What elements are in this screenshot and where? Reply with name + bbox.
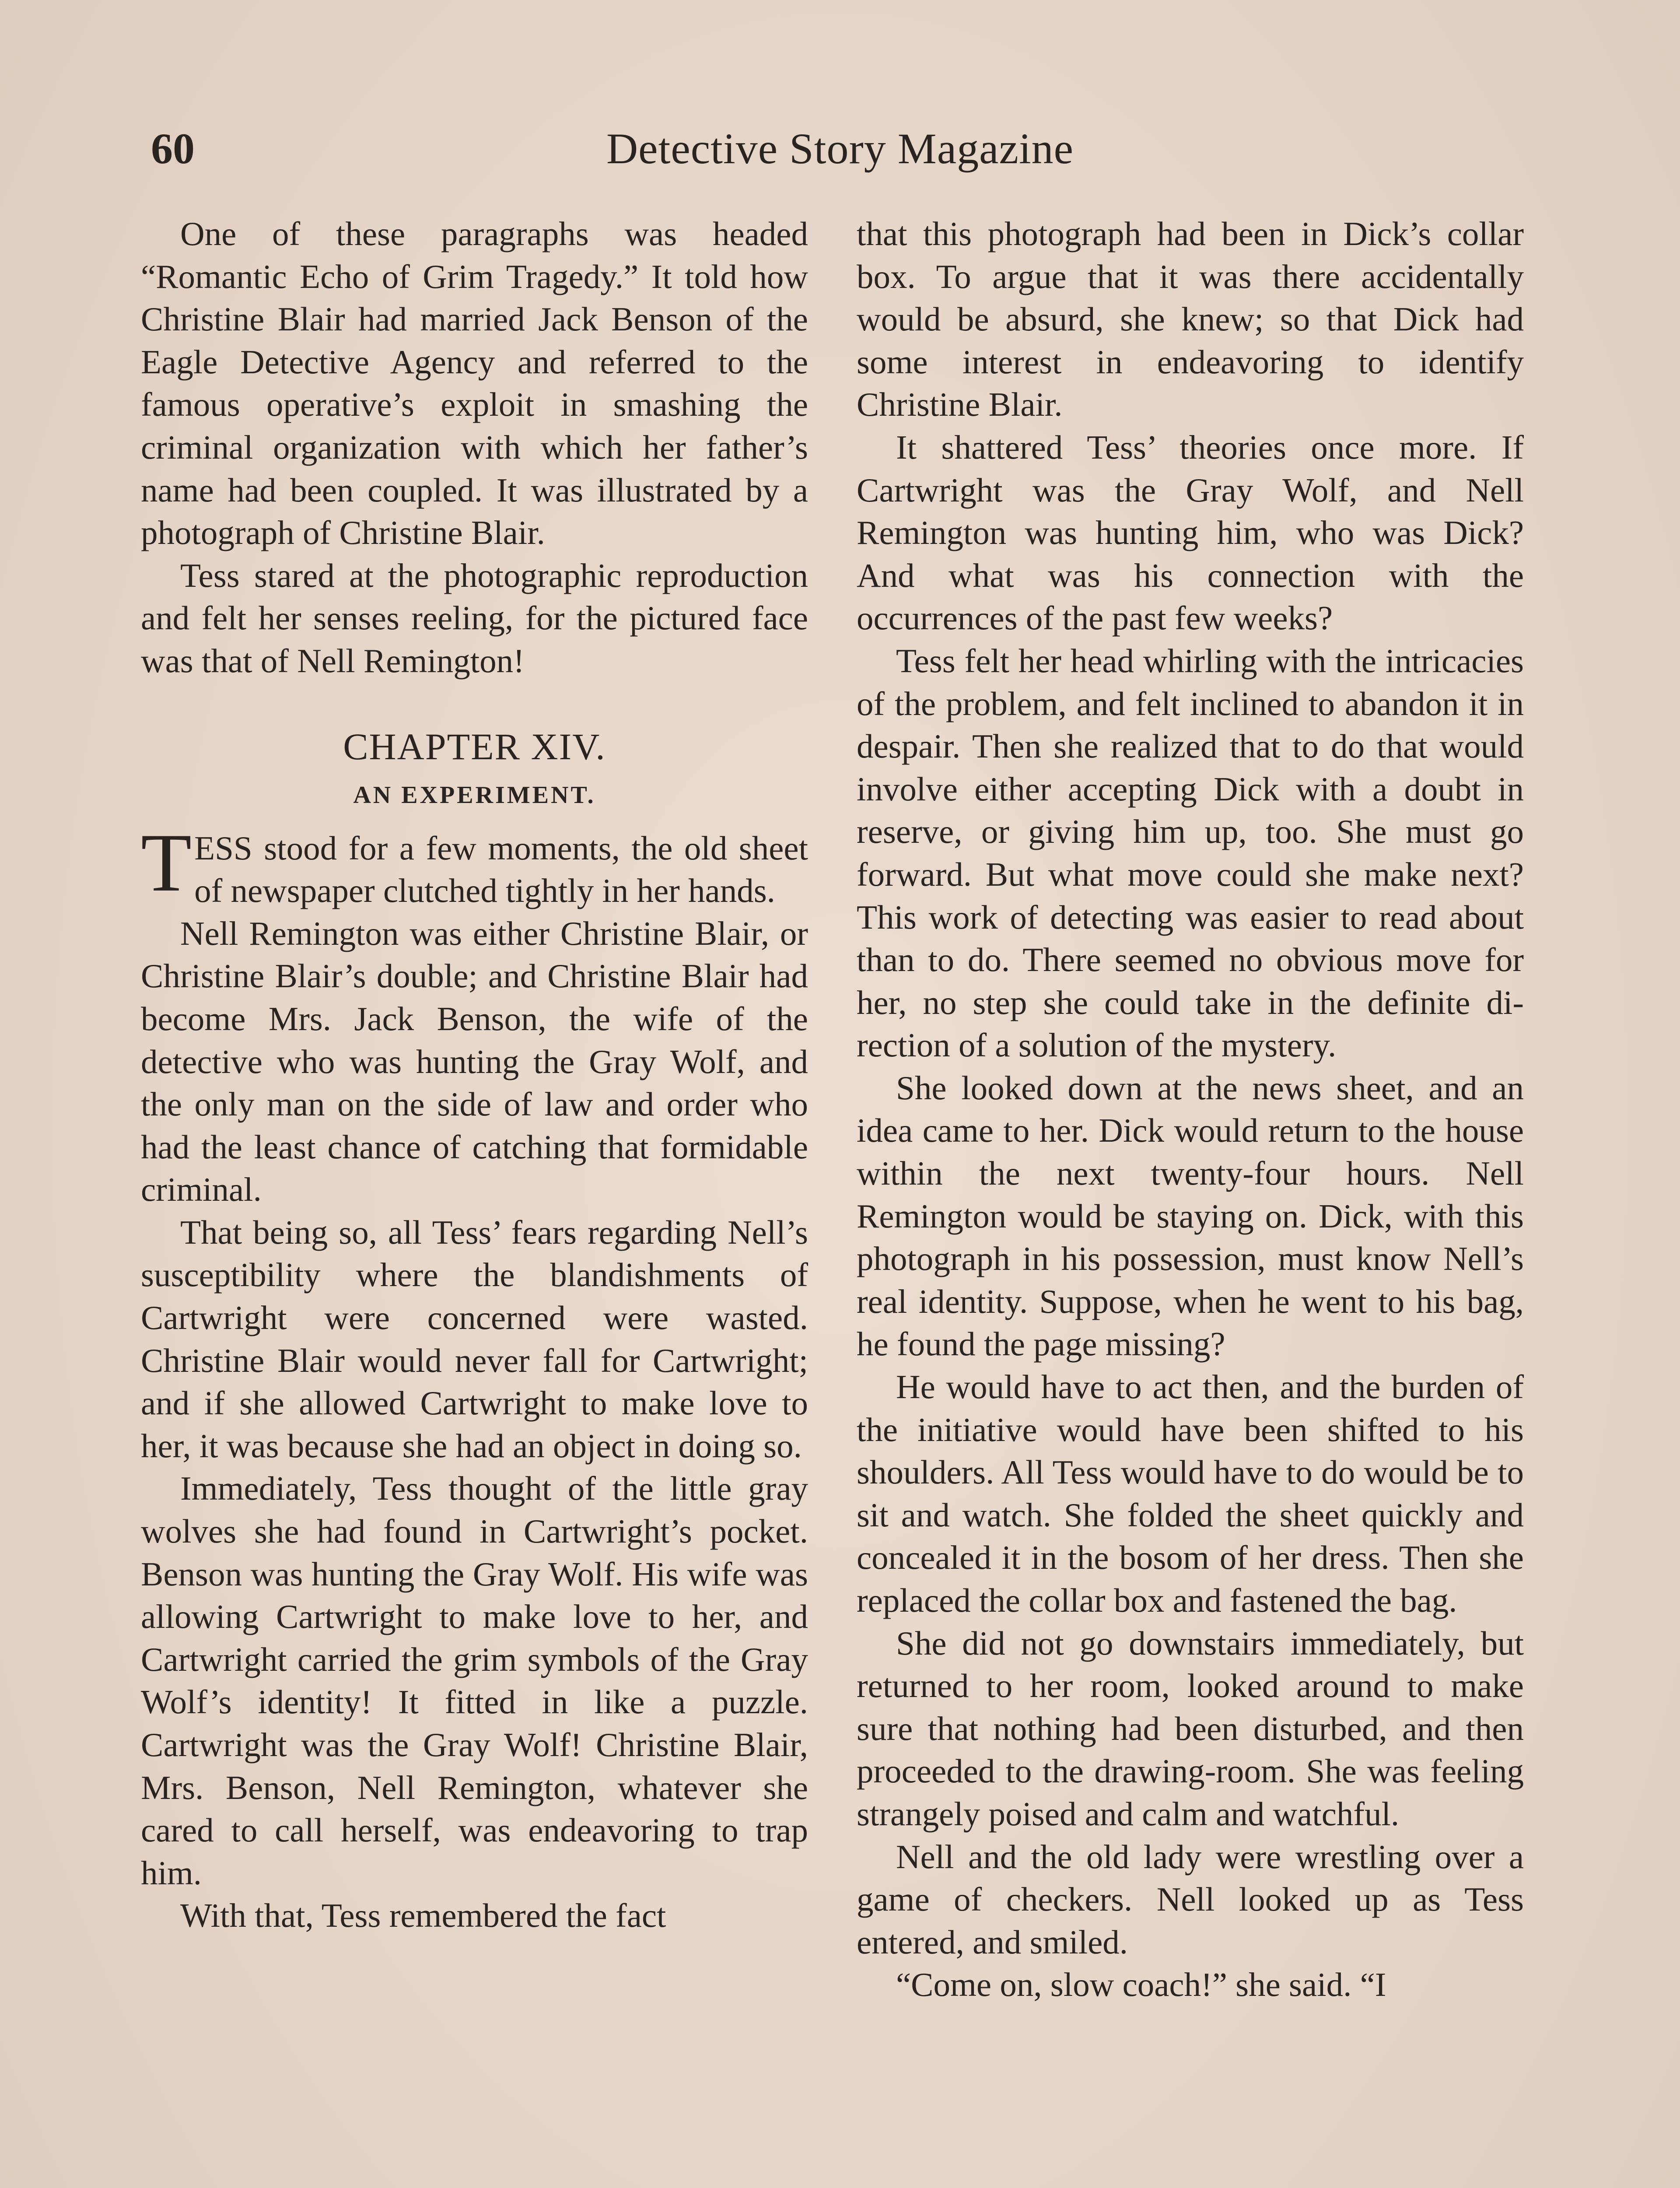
right-column (857, 213, 1524, 2006)
page-number: 60 (151, 124, 195, 173)
chapter-subtitle: AN EXPERIMENT. (353, 781, 596, 809)
paragraph: He would have to act then, and the burden of the initiative would have been shifted to his shoulders. All Tess would have to do would be to sit and watch. She folded the sheet quickly and concealed it in the bosom of her dress. Then she replaced the collar box and fastened the bag. (857, 1368, 1524, 1619)
paragraph: Nell and the old lady were wrestling over a game of checkers. Nell looked up as Tess entered, and smiled. (857, 1837, 1524, 1961)
chapter-title: CHAPTER XIV. (343, 725, 606, 768)
drop-cap: T (141, 817, 192, 909)
paragraph: She looked down at the news sheet, and an idea came to her. Dick would return to the house within the next twenty-four hours. Nell Remington would be staying on. Dick, with this photograph in his possession, must know Nell’s real identity. Suppose, when he went to his bag, he found the page missing? (857, 1069, 1524, 1363)
paragraph-text: ESS stood for a few moments, the old sheet of newspaper clutched tightly in her hands. (194, 829, 808, 910)
paragraph: With that, Tess remembered the fact (180, 1897, 666, 1935)
left-column (141, 213, 808, 1937)
paragraph: That being so, all Tess’ fears regarding Nell’s susceptibility where the blandishments of Cartwright were concerned were wasted. Christine Blair would never fall for Cartwright; and if she allowed Cartwright to make love to her, it was because she had an object in doing so. (141, 1213, 808, 1465)
running-head-title: Detective Story Magazine (606, 124, 1074, 173)
paragraph: Nell Remington was either Christine Blair, or Christine Blair’s double; and Christine Blair had become Mrs. Jack Benson, the wife of the detective who was hunting the Gray Wolf, and the only man on the side of law and order who had the least chance of catching that formidable criminal. (141, 914, 808, 1209)
paragraph: One of these paragraphs was headed “Romantic Echo of Grim Tragedy.” It told how Christine Blair had married Jack Benson of the Eagle Detective Agency and referred to the famous operative’s exploit in smashing the criminal organization with which her father’s name had been coupled. It was illustrated by a photograph of Christine Blair. (141, 215, 808, 552)
paragraph: Immediately, Tess thought of the little gray wolves she had found in Cartwright’s pocket. Benson was hunting the Gray Wolf. His wife was allowing Cartwright to make love to her, and Cartwright carried the grim symbols of the Gray Wolf’s identity! It fitted in like a puzzle. Cartwright was the Gray Wolf! Christine Blair, Mrs. Benson, Nell Remington, whatever she cared to call herself, was endeavoring to trap him. (141, 1469, 808, 1892)
paragraph: that this photograph had been in Dick’s collar box. To argue that it was there accidentally would be absurd, she knew; so that Dick had some interest in endeavoring to identify Christine Blair. (857, 215, 1524, 424)
paragraph: She did not go downstairs immediately, but returned to her room, looked around to make sure that nothing had been disturbed, and then proceeded to the drawing-room. She was feeling strangely poised and calm and watchful. (857, 1624, 1524, 1833)
paragraph: It shattered Tess’ theories once more. If Cartwright was the Gray Wolf, and Nell Remington was hunting him, who was Dick? And what was his connection with the occurrences of the past few weeks? (857, 428, 1524, 637)
chapter-opening-paragraph (141, 817, 808, 912)
paragraph: “Come on, slow coach!” she said. “I (896, 1966, 1386, 2004)
paragraph: Tess stared at the photographic reproduction and felt her senses reeling, for the pictured face was that of Nell Remington! (141, 556, 808, 680)
paragraph: Tess felt her head whirling with the intricacies of the problem, and felt inclined to abandon it in despair. Then she realized that to do that would involve either accepting Dick with a doubt in reserve, or giving him up, too. She must go forward. But what move could she make next? This work of detecting was easier to read about than to do. There seemed no obvious move for her, no step she could take in the definite direction of a solution of the mystery. (857, 642, 1524, 1064)
